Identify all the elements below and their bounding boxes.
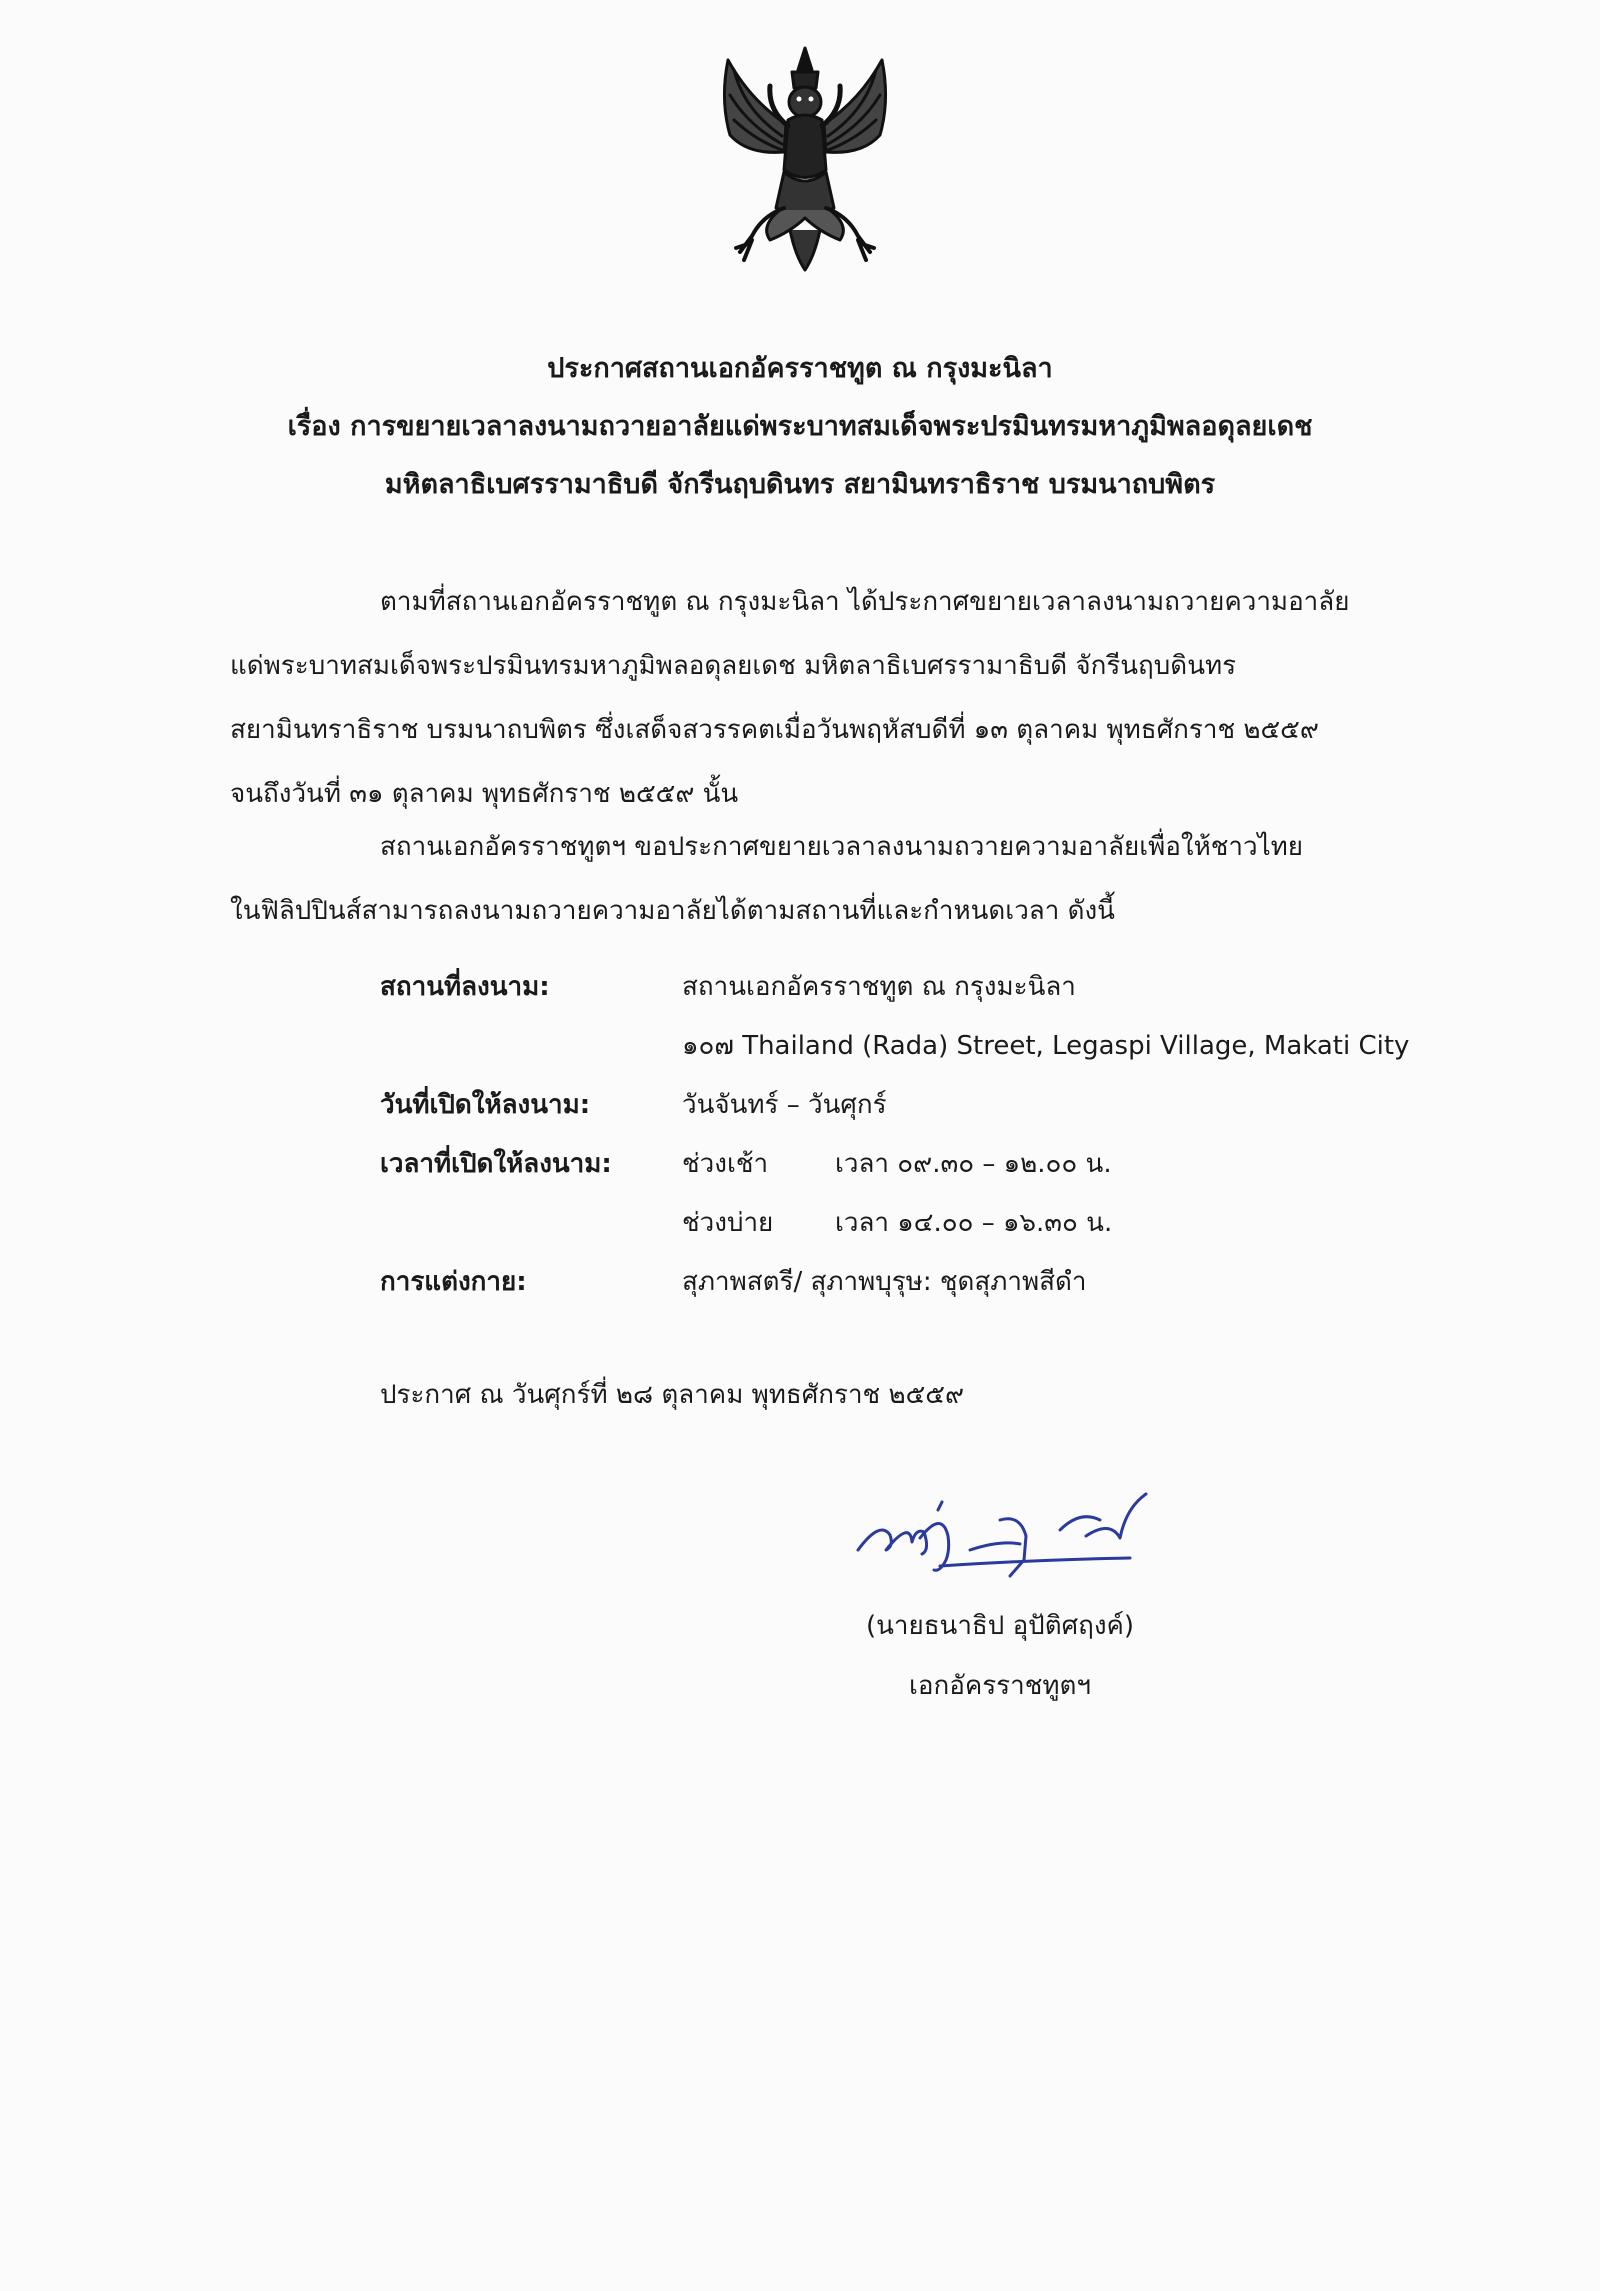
signature-icon <box>850 1480 1170 1590</box>
title-line-2: เรื่อง การขยายเวลาลงนามถวายอาลัยแด่พระบาทสมเด็จพระปรมินทรมหาภูมิพลอดุลยเดช <box>287 411 1313 442</box>
time-label: เวลาที่เปิดให้ลงนาม: <box>380 1149 612 1179</box>
signatory-name: (นายธนาธิป อุปัติศฤงค์) <box>865 1611 1135 1641</box>
announcement-date: ประกาศ ณ วันศุกร์ที่ ๒๘ ตุลาคม พุทธศักราช ๒๕๕๙ <box>380 1380 964 1410</box>
afternoon-time-row <box>380 1194 1430 1253</box>
afternoon-slot: ช่วงบ่าย <box>682 1208 774 1238</box>
paragraph-1 <box>230 570 1410 826</box>
days-value: วันจันทร์ – วันศุกร์ <box>682 1090 887 1120</box>
days-label: วันที่เปิดให้ลงนาม: <box>380 1090 591 1120</box>
document-title <box>200 340 1400 514</box>
signatory-block <box>780 1596 1220 1716</box>
title-line-1: ประกาศสถานเอกอัครราชทูต ณ กรุงมะนิลา <box>547 353 1053 384</box>
paragraph-line: สยามินทราธิราช บรมนาถบพิตร ซึ่งเสด็จสวรรคตเมื่อวันพฤหัสบดีที่ ๑๓ ตุลาคม พุทธศักราช ๒๕๕๙ <box>230 715 1319 745</box>
address-row <box>380 1017 1430 1076</box>
paragraph-2 <box>230 815 1410 943</box>
title-line-3: มหิตลาธิเบศรรามาธิบดี จักรีนฤบดินทร สยามินทราธิราช บรมนาถบพิตร <box>384 469 1216 500</box>
location-value: สถานเอกอัครราชทูต ณ กรุงมะนิลา <box>682 972 1076 1002</box>
morning-time-row <box>380 1135 1430 1194</box>
paragraph-line: ตามที่สถานเอกอัครราชทูต ณ กรุงมะนิลา ได้ประกาศขยายเวลาลงนามถวายความอาลัย <box>380 587 1350 617</box>
afternoon-time: เวลา ๑๔.๐๐ – ๑๖.๓๐ น. <box>835 1208 1113 1238</box>
location-label: สถานที่ลงนาม: <box>380 972 550 1002</box>
location-row <box>380 958 1430 1017</box>
garuda-emblem-icon <box>700 40 910 280</box>
dress-label: การแต่งกาย: <box>380 1267 527 1297</box>
signatory-title: เอกอัครราชทูตฯ <box>908 1671 1092 1701</box>
dress-value: สุภาพสตรี/ สุภาพบุรุษ: ชุดสุภาพสีดำ <box>682 1267 1087 1297</box>
paragraph-line: จนถึงวันที่ ๓๑ ตุลาคม พุทธศักราช ๒๕๕๙ นั้น <box>230 779 739 809</box>
morning-time: เวลา ๐๙.๓๐ – ๑๒.๐๐ น. <box>835 1149 1112 1179</box>
paragraph-line: ในฟิลิปปินส์สามารถลงนามถวายความอาลัยได้ตามสถานที่และกำหนดเวลา ดังนี้ <box>230 896 1115 926</box>
morning-slot: ช่วงเช้า <box>682 1149 769 1179</box>
paragraph-line: แด่พระบาทสมเด็จพระปรมินทรมหาภูมิพลอดุลยเดช มหิตลาธิเบศรรามาธิบดี จักรีนฤบดินทร <box>230 651 1237 681</box>
dress-row <box>380 1253 1430 1312</box>
paragraph-line: สถานเอกอัครราชทูตฯ ขอประกาศขยายเวลาลงนามถวายความอาลัยเพื่อให้ชาวไทย <box>380 832 1304 862</box>
address-value: ๑๐๗ Thailand (Rada) Street, Legaspi Village, Makati City <box>682 1031 1410 1061</box>
signing-details <box>380 958 1430 1312</box>
days-row <box>380 1076 1430 1135</box>
